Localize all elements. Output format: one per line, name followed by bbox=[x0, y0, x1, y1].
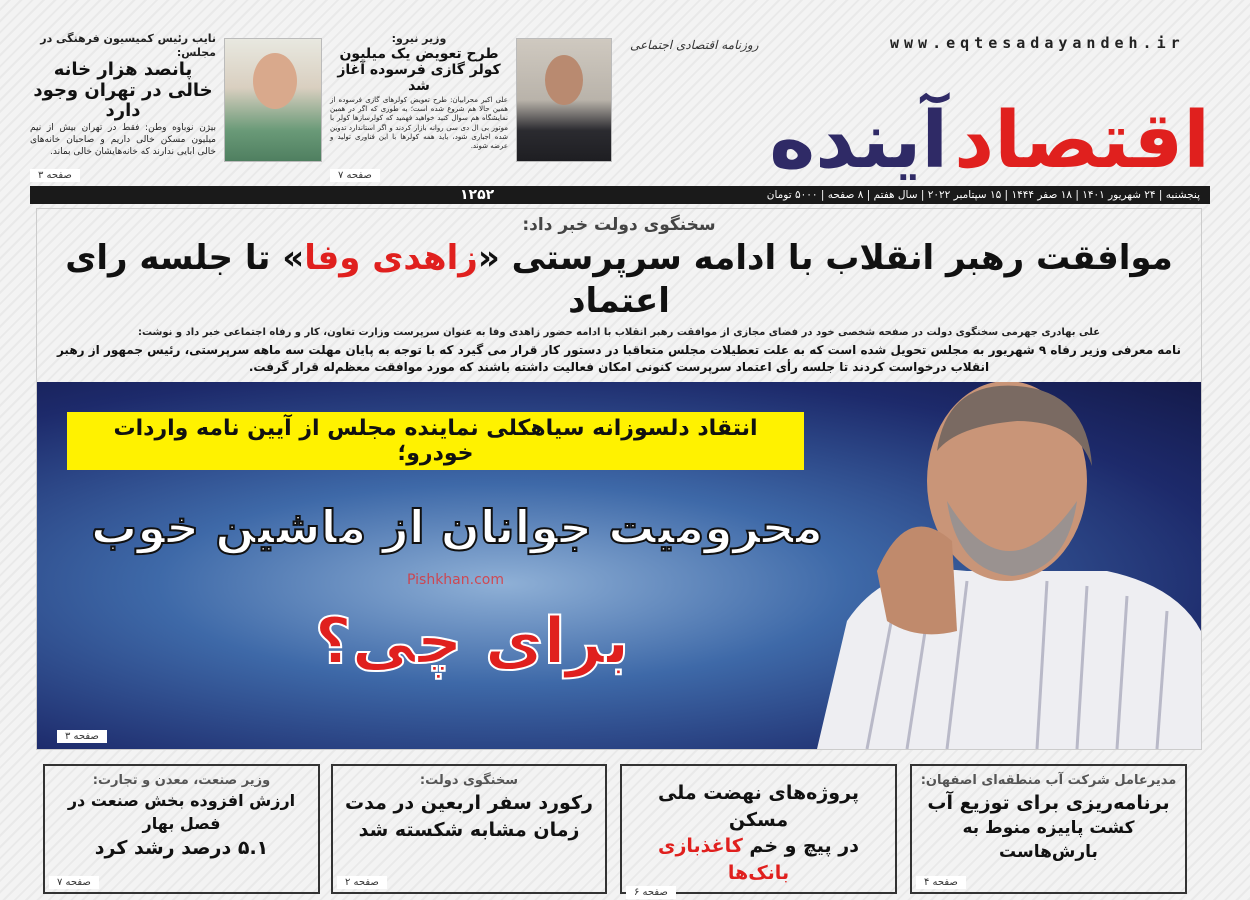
headline-highlight: کاغذبازی بانک‌ها bbox=[658, 835, 790, 884]
hero-person-photo bbox=[777, 382, 1201, 749]
page-ref: صفحه ۷ bbox=[330, 169, 380, 182]
headline-text: در پیچ و خم bbox=[749, 835, 859, 858]
page-count: ۸ صفحه bbox=[827, 189, 864, 201]
main-body: نامه معرفی وزیر رفاه ۹ شهریور به مجلس تحویل شده است که به علت تعطیلات مجلس متعاقبا در دستور کار قرار می گیرد که با توجه به پایان مهلت سه ماهه سرپرستی، رئیس جمهور از رهبر انقلاب درخواست کردند تا جلسه رأی اعتماد سرپرست کنونی امکان فعالیت داشته باشند که مورد موافقت معظم‌له قرار گرفت. bbox=[56, 343, 1182, 374]
headline-text: » تا جلسه رای اعتماد bbox=[65, 238, 670, 321]
logo-word-eqtesad: اقتصاد bbox=[954, 96, 1210, 186]
story-kicker: نایب رئیس کمیسیون فرهنگی در مجلس: bbox=[40, 32, 216, 59]
weekday: پنجشنبه bbox=[1165, 189, 1200, 201]
issue-number: ۱۲۵۲ bbox=[460, 187, 495, 203]
year: سال هفتم bbox=[873, 189, 918, 201]
person-photo bbox=[224, 38, 322, 162]
story-headline: طرح تعویض یک میلیون کولر گازی فرسوده آغاز شد bbox=[337, 46, 501, 95]
story-headline-line1: برنامه‌ریزی برای توزیع آب bbox=[927, 792, 1170, 815]
story-headline-line1: رکورد سفر اربعین در مدت bbox=[345, 792, 593, 815]
masthead-subtitle: روزنامه اقتصادی اجتماعی bbox=[630, 38, 759, 52]
story-headline-line1: پروژه‌های نهضت ملی مسکن bbox=[657, 782, 860, 831]
page-ref: صفحه ۳ bbox=[30, 169, 80, 182]
page-ref: صفحه ۲ bbox=[337, 876, 387, 889]
page-ref: صفحه ۶ bbox=[626, 886, 676, 899]
headline-text: موافقت رهبر انقلاب با ادامه سرپرستی « bbox=[477, 238, 1173, 278]
hero-feature[interactable] bbox=[37, 382, 1201, 749]
main-kicker: سخنگوی دولت خبر داد: bbox=[522, 215, 716, 235]
story-kicker: مدیرعامل شرکت آب منطقه‌ای اصفهان: bbox=[920, 773, 1177, 788]
main-headline[interactable] bbox=[37, 237, 1201, 322]
story-headline: پانصد هزار خانه خالی در تهران وجود دارد bbox=[33, 59, 213, 122]
bottom-story-housing[interactable] bbox=[620, 764, 897, 899]
page-ref: صفحه ۷ bbox=[49, 876, 99, 889]
dateline: پنجشنبه | ۲۴ شهریور ۱۴۰۱ | ۱۸ صفر ۱۴۴۴ | ۱۵ سپتامبر ۲۰۲۲ | سال هفتم | ۸ صفحه | ۵۰۰۰ تومان bbox=[766, 189, 1200, 201]
story-kicker: سخنگوی دولت: bbox=[419, 773, 519, 788]
logo-word-ayandeh: آینده bbox=[769, 96, 949, 186]
newspaper-logo bbox=[630, 62, 1210, 186]
date-gregorian: ۱۵ سپتامبر ۲۰۲۲ bbox=[927, 189, 1002, 201]
watermark: Pishkhan.com bbox=[407, 571, 504, 588]
top-story-2[interactable] bbox=[330, 32, 508, 182]
dateline-bar bbox=[30, 186, 1210, 204]
story-headline-line2: ۵.۱ درصد رشد کرد bbox=[94, 836, 269, 859]
top-story-1[interactable] bbox=[30, 32, 216, 182]
story-kicker: وزیر نیرو: bbox=[391, 32, 447, 45]
story-headline-line1: ارزش افزوده بخش صنعت در فصل بهار bbox=[67, 791, 296, 833]
bottom-story-arbaeen[interactable] bbox=[331, 764, 607, 894]
story-headline-line2: کشت پاییزه منوط به بارش‌هاست bbox=[962, 817, 1135, 862]
top-stories bbox=[30, 30, 620, 184]
price: ۵۰۰۰ تومان bbox=[766, 189, 818, 201]
bottom-story-industry[interactable] bbox=[43, 764, 320, 894]
story-headline-line2: زمان مشابه شکسته شد bbox=[358, 818, 580, 841]
date-persian: ۲۴ شهریور ۱۴۰۱ bbox=[1082, 189, 1156, 201]
page-ref: صفحه ۴ bbox=[916, 876, 966, 889]
story-kicker: وزیر صنعت، معدن و تجارت: bbox=[92, 773, 271, 788]
main-story bbox=[36, 208, 1202, 750]
headline-highlight: زاهدی وفا bbox=[304, 238, 478, 278]
story-headline-line2 bbox=[626, 833, 891, 886]
page-ref: صفحه ۳ bbox=[57, 730, 107, 743]
story-body: بیژن نوباوه وطن: فقط در تهران بیش از نیم میلیون مسکن خالی داریم و صاحبان خانه‌های خالی ابایی ندارند که خانه‌هایشان خالی بماند. bbox=[30, 123, 216, 158]
hero-kicker: انتقاد دلسوزانه سیاهکلی نماینده مجلس از آیین نامه واردات خودرو؛ bbox=[67, 412, 804, 470]
hero-headline-question: برای چی؟ bbox=[314, 604, 630, 679]
hero-headline: محرومیت جوانان از ماشین خوب bbox=[90, 499, 824, 554]
date-hijri: ۱۸ صفر ۱۴۴۴ bbox=[1011, 189, 1072, 201]
main-lead: علی بهادری جهرمی سخنگوی دولت در صفحه شخصی خود در فضای مجازی از موافقت رهبر انقلاب با ادامه حضور زاهدی وفا به عنوان سرپرست وزارت تعاون، کار و رفاه اجتماعی خبر داد و نوشت: bbox=[137, 327, 1101, 338]
person-photo bbox=[516, 38, 612, 162]
website-url[interactable]: www.eqtesadayandeh.ir bbox=[890, 34, 1185, 52]
story-body: علی اکبر محرابیان: طرح تعویض کولرهای گازی فرسوده از همین حالا هم شروع شده است؛ به طوری که اگر در همین نمایشگاه هم سوال کنید خواهید فهمید که کولرسازها کولر با موتور بی ال دی سی روانه بازار کردند و اگر استاندارد تدوین شده اجباری شود، باید همه کولرها با این فناوری تولید و عرضه شوند. bbox=[330, 96, 508, 150]
bottom-story-water[interactable] bbox=[910, 764, 1187, 894]
